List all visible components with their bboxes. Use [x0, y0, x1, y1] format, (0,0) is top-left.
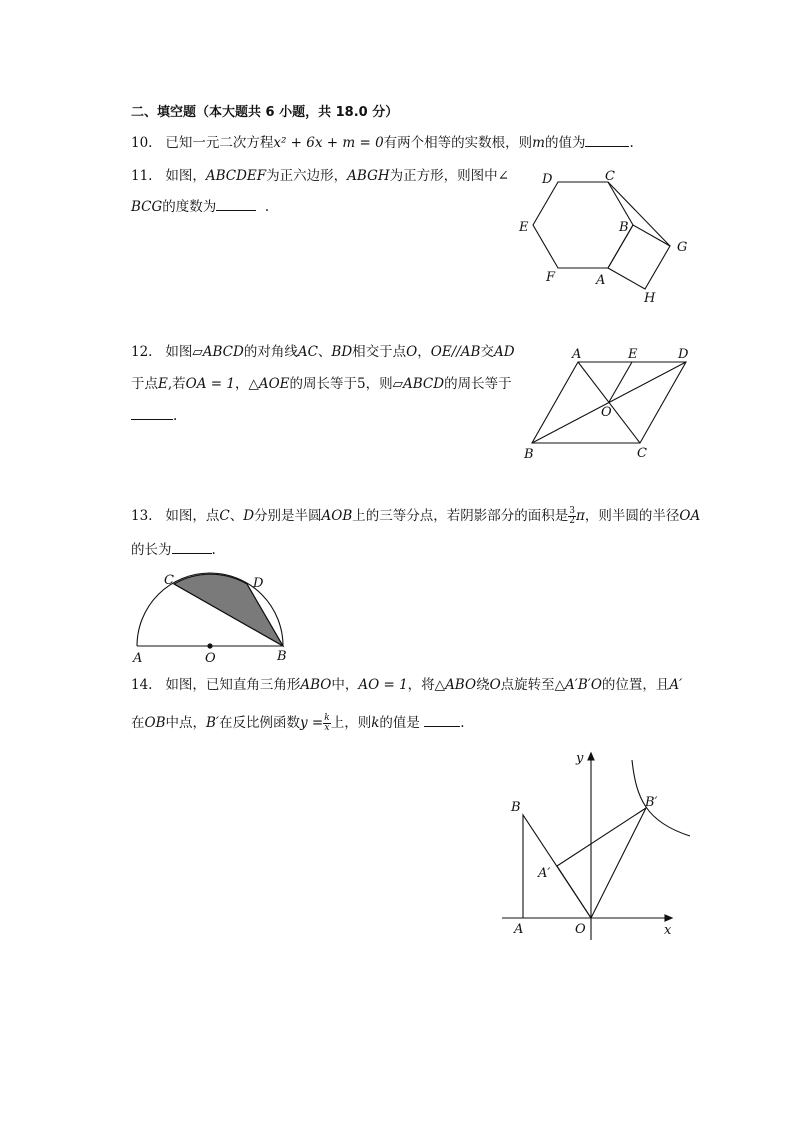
question-number: 10.	[131, 135, 153, 151]
label-O: O	[601, 405, 612, 420]
label-D: D	[678, 347, 689, 362]
label-B: B	[511, 800, 521, 815]
label-H: H	[644, 291, 656, 306]
question-text: 的度数为	[162, 199, 217, 215]
point-a-prime: A′	[669, 677, 683, 693]
question-text: 绕	[476, 677, 490, 693]
segment-ob: OB	[144, 715, 166, 731]
question-text: 如图，已知直角三角形	[165, 677, 301, 693]
question-text: 的周长等于5，则▱	[289, 376, 404, 392]
question-text: 的位置，且	[601, 677, 670, 693]
separator: ，	[417, 344, 431, 360]
angle-name: BCG	[131, 199, 163, 215]
para-name: ABCD	[403, 376, 445, 392]
question-number: 14.	[131, 677, 153, 693]
question-text: ，则半圆的半径	[584, 508, 680, 524]
label-B: B	[524, 447, 534, 462]
label-B: B	[619, 220, 629, 235]
label-A: A	[514, 922, 524, 937]
label-C: C	[164, 573, 174, 588]
hexagon-name: ABCDEF	[205, 168, 267, 184]
label-A: A	[572, 347, 582, 362]
question-text: 上，则	[330, 715, 372, 731]
label-D: D	[542, 172, 553, 187]
label-C: C	[605, 169, 615, 184]
label-G: G	[677, 240, 688, 255]
question-text: ,若	[167, 376, 186, 392]
ao-equation: AO = 1	[358, 677, 408, 693]
point-d: D	[243, 508, 255, 524]
variable-k: k	[371, 715, 380, 731]
question-text: 如图，点	[165, 508, 220, 524]
para-name: ABCD	[202, 344, 244, 360]
question-text: 在	[131, 715, 145, 731]
question-text: 中，	[331, 677, 359, 693]
period: .	[460, 715, 465, 731]
label-O: O	[205, 651, 216, 666]
point-o: O	[406, 344, 418, 360]
square-name: ABGH	[347, 168, 390, 184]
variable-m: m	[532, 135, 545, 151]
question-text: 在反比例函数	[219, 715, 300, 731]
label-E: E	[628, 347, 638, 362]
pi-symbol: π	[576, 508, 585, 524]
question-text: 的值是	[379, 715, 420, 731]
question-text: 交	[480, 344, 494, 360]
separator: 、	[229, 508, 244, 524]
question-text: 的周长等于	[444, 376, 512, 392]
label-B-prime: B′	[645, 795, 658, 810]
question-number: 11.	[131, 168, 153, 184]
y-axis-arrow	[588, 753, 594, 760]
label-x: x	[664, 923, 672, 938]
label-E: E	[519, 220, 529, 235]
question-text: 已知一元二次方程	[165, 135, 274, 151]
separator: 、	[317, 344, 332, 360]
x-axis-arrow	[665, 915, 672, 921]
parallel-relation: OE//AB	[430, 344, 481, 360]
question-text: 的对角线	[243, 344, 298, 360]
triangle-abo: ABO	[445, 677, 477, 693]
triangle-a-prime-b-prime-o: A′B′O	[565, 677, 602, 693]
question-text: 为正六边形，	[266, 168, 348, 184]
question-text: 的长为	[131, 542, 172, 558]
question-text: ，△	[234, 376, 259, 392]
point-o: O	[489, 677, 501, 693]
question-text: 相交于点	[352, 344, 407, 360]
label-O: O	[575, 922, 586, 937]
section-heading: 二、填空题（本大题共 6 小题，共 18.0 分）	[131, 105, 399, 120]
point-e: E	[158, 376, 168, 392]
label-y: y	[576, 751, 584, 766]
point-c: C	[219, 508, 230, 524]
question-text: 上的三等分点，若阴影部分的面积是	[352, 508, 569, 524]
question-text: 的值为	[544, 135, 586, 151]
period: .	[211, 542, 216, 558]
question-text: 中点，	[165, 715, 206, 731]
oa-equation: OA = 1	[185, 376, 235, 392]
segment-oa: OA	[679, 508, 701, 524]
label-A: A	[596, 273, 606, 288]
label-F: F	[546, 270, 556, 285]
label-C: C	[637, 446, 647, 461]
label-A-prime: A′	[538, 866, 551, 881]
equation: x² + 6x + m = 0	[273, 135, 384, 151]
hyperbola-curve	[632, 760, 690, 836]
segment-ad: AD	[493, 344, 515, 360]
triangle-abo: ABO	[300, 677, 332, 693]
period: .	[264, 199, 270, 215]
question-text: 如图，	[165, 168, 206, 184]
question-text: 分别是半圆	[254, 508, 322, 524]
label-B: B	[277, 649, 287, 664]
fraction-denominator: x	[324, 723, 330, 733]
function-y-eq: y =	[300, 715, 324, 731]
fraction-numerator: 3	[569, 506, 576, 516]
question-text: 有两个相等的实数根，则	[383, 135, 533, 151]
segment-bd: BD	[331, 344, 353, 360]
question-number: 13.	[131, 508, 153, 524]
segment-ac: AC	[297, 344, 318, 360]
question-text: 为正方形，则图中∠	[389, 168, 509, 184]
period: .	[173, 408, 178, 424]
triangle-aoe: AOE	[258, 376, 290, 392]
point-b-prime: B′	[206, 715, 219, 731]
label-D: D	[253, 576, 264, 591]
fraction-numerator: k	[324, 713, 330, 723]
period: .	[629, 135, 634, 151]
label-A: A	[133, 651, 143, 666]
semicircle-name: AOB	[321, 508, 353, 524]
triangle-a-prime-b-prime-o-shape	[557, 808, 646, 918]
question-text: 如图▱	[165, 344, 203, 360]
question-text: ，将△	[407, 677, 446, 693]
question-text: 于点	[131, 376, 158, 392]
question-text: 点旋转至△	[500, 677, 566, 693]
fraction-denominator: 2	[569, 516, 576, 526]
question-number: 12.	[131, 344, 153, 360]
